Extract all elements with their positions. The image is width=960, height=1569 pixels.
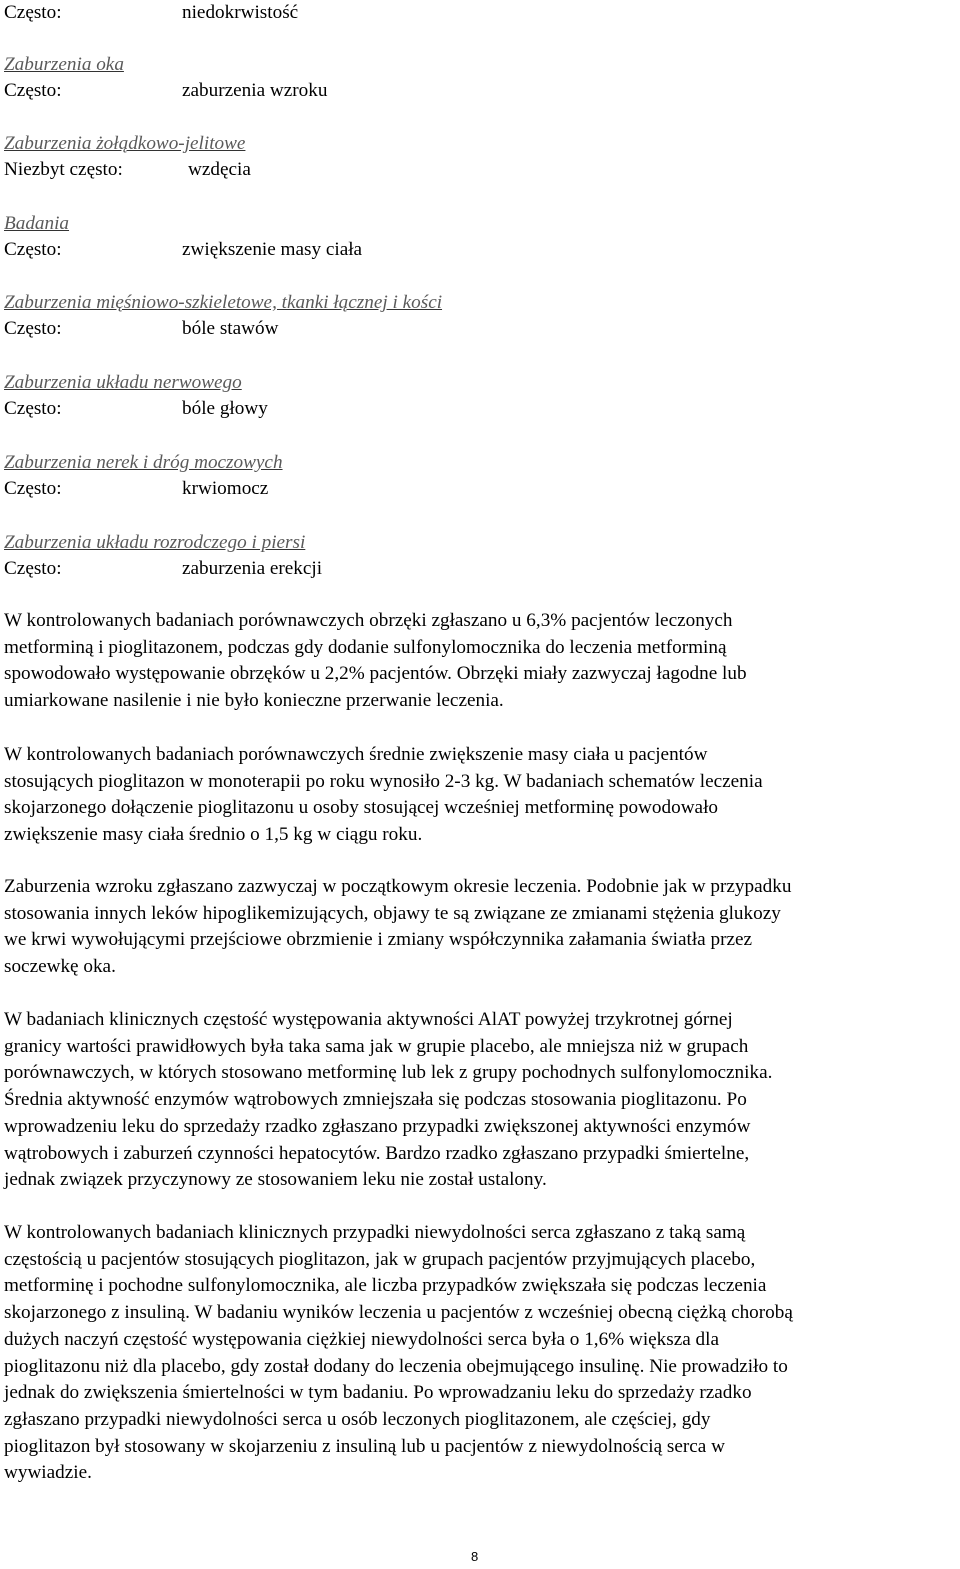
adverse-effect: niedokrwistość <box>182 2 299 23</box>
adverse-effect: bóle głowy <box>182 398 268 419</box>
frequency-label: Często: <box>4 558 62 579</box>
frequency-label: Często: <box>4 239 62 260</box>
category-heading: Zaburzenia mięśniowo-szkieletowe, tkanki łącznej i kości <box>4 292 443 313</box>
category-heading: Zaburzenia nerek i dróg moczowych <box>4 452 283 473</box>
frequency-label: Często: <box>4 318 62 339</box>
frequency-label: Często: <box>4 478 62 499</box>
frequency-label: Często: <box>4 2 62 23</box>
paragraph-vision: Zaburzenia wzroku zgłaszano zazwyczaj w początkowym okresie leczenia. Podobnie jak w przypadku stosowania innych leków hipoglikemizujących, objawy te są związane ze zmianami stężenia glukozy we krwi wywołującymi przejściowe obrzmienie i zmiany współczynnika załamania światła przez soczewkę oka. <box>4 876 792 978</box>
adverse-effect: krwiomocz <box>182 478 269 499</box>
adverse-effect: zaburzenia wzroku <box>182 80 328 101</box>
paragraph-weight-gain: W kontrolowanych badaniach porównawczych średnie zwiększenie masy ciała u pacjentów stosujących pioglitazon w monoterapii po roku wynosiło 2-3 kg. W badaniach schematów leczenia skojarzonego dołączenie pioglitazonu u osoby stosującej wcześniej metforminę powodowało zwiększenie masy ciała średnio o 1,5 kg w ciągu roku. <box>4 744 763 846</box>
category-heading: Zaburzenia układu rozrodczego i piersi <box>4 532 306 553</box>
paragraph-heart-failure: W kontrolowanych badaniach klinicznych przypadki niewydolności serca zgłaszano z taką samą częstością u pacjentów stosujących pioglitazon, jak w grupach pacjentów przyjmujących placebo, metforminę i pochodne sulfonylomocznika, ale liczba przypadków zwiększała się podczas leczenia skojarzonego z insuliną. W badaniu wyników leczenia u pacjentów z wcześniej obecną ciężką chorobą dużych naczyń częstość występowania ciężkiej niewydolności serca była o 1,6% większa dla pioglitazonu niż dla placebo, gdy został dodany do leczenia obejmującego insulinę. Nie prowadziło to jednak do zwiększenia śmiertelności w tym badaniu. Po wprowadzaniu leku do sprzedaży rzadko zgłaszano przypadki niewydolności serca u osób leczonych pioglitazonem, ale częściej, gdy pioglitazon był stosowany w skojarzeniu z insuliną lub u pacjentów z niewydolnością serca w wywiadzie. <box>4 1222 793 1484</box>
page-number: 8 <box>471 1549 479 1564</box>
frequency-label: Często: <box>4 398 62 419</box>
adverse-effect: bóle stawów <box>182 318 279 339</box>
adverse-effect: wzdęcia <box>188 159 251 180</box>
frequency-label: Często: <box>4 80 62 101</box>
paragraph-liver-enzymes: W badaniach klinicznych częstość występowania aktywności AlAT powyżej trzykrotnej górnej granicy wartości prawidłowych była taka sama jak w grupie placebo, ale mniejsza niż w grupach porównawczych, w których stosowano metforminę lub lek z grupy pochodnych sulfonylomocznika. Średnia aktywność enzymów wątrobowych zmniejszała się podczas stosowania pioglitazonu. Po wprowadzeniu leku do sprzedaży rzadko zgłaszano przypadki zwiększonej aktywności enzymów wątrobowych i zaburzeń czynności hepatocytów. Bardzo rzadko zgłaszano przypadki śmiertelne, jednak związek przyczynowy ze stosowaniem leku nie został ustalony. <box>4 1009 773 1191</box>
category-heading: Zaburzenia żołądkowo-jelitowe <box>4 133 246 154</box>
category-heading: Zaburzenia układu nerwowego <box>4 372 242 393</box>
category-heading: Zaburzenia oka <box>4 54 124 75</box>
frequency-label: Niezbyt często: <box>4 159 123 180</box>
category-heading: Badania <box>4 213 70 234</box>
paragraph-edema: W kontrolowanych badaniach porównawczych obrzęki zgłaszano u 6,3% pacjentów leczonych metforminą i pioglitazonem, podczas gdy dodanie sulfonylomocznika do leczenia metforminą spowodowało występowanie obrzęków u 2,2% pacjentów. Obrzęki miały zazwyczaj łagodne lub umiarkowane nasilenie i nie było konieczne przerwanie leczenia. <box>4 610 747 712</box>
adverse-effect: zaburzenia erekcji <box>182 558 323 579</box>
adverse-effect: zwiększenie masy ciała <box>182 239 363 260</box>
